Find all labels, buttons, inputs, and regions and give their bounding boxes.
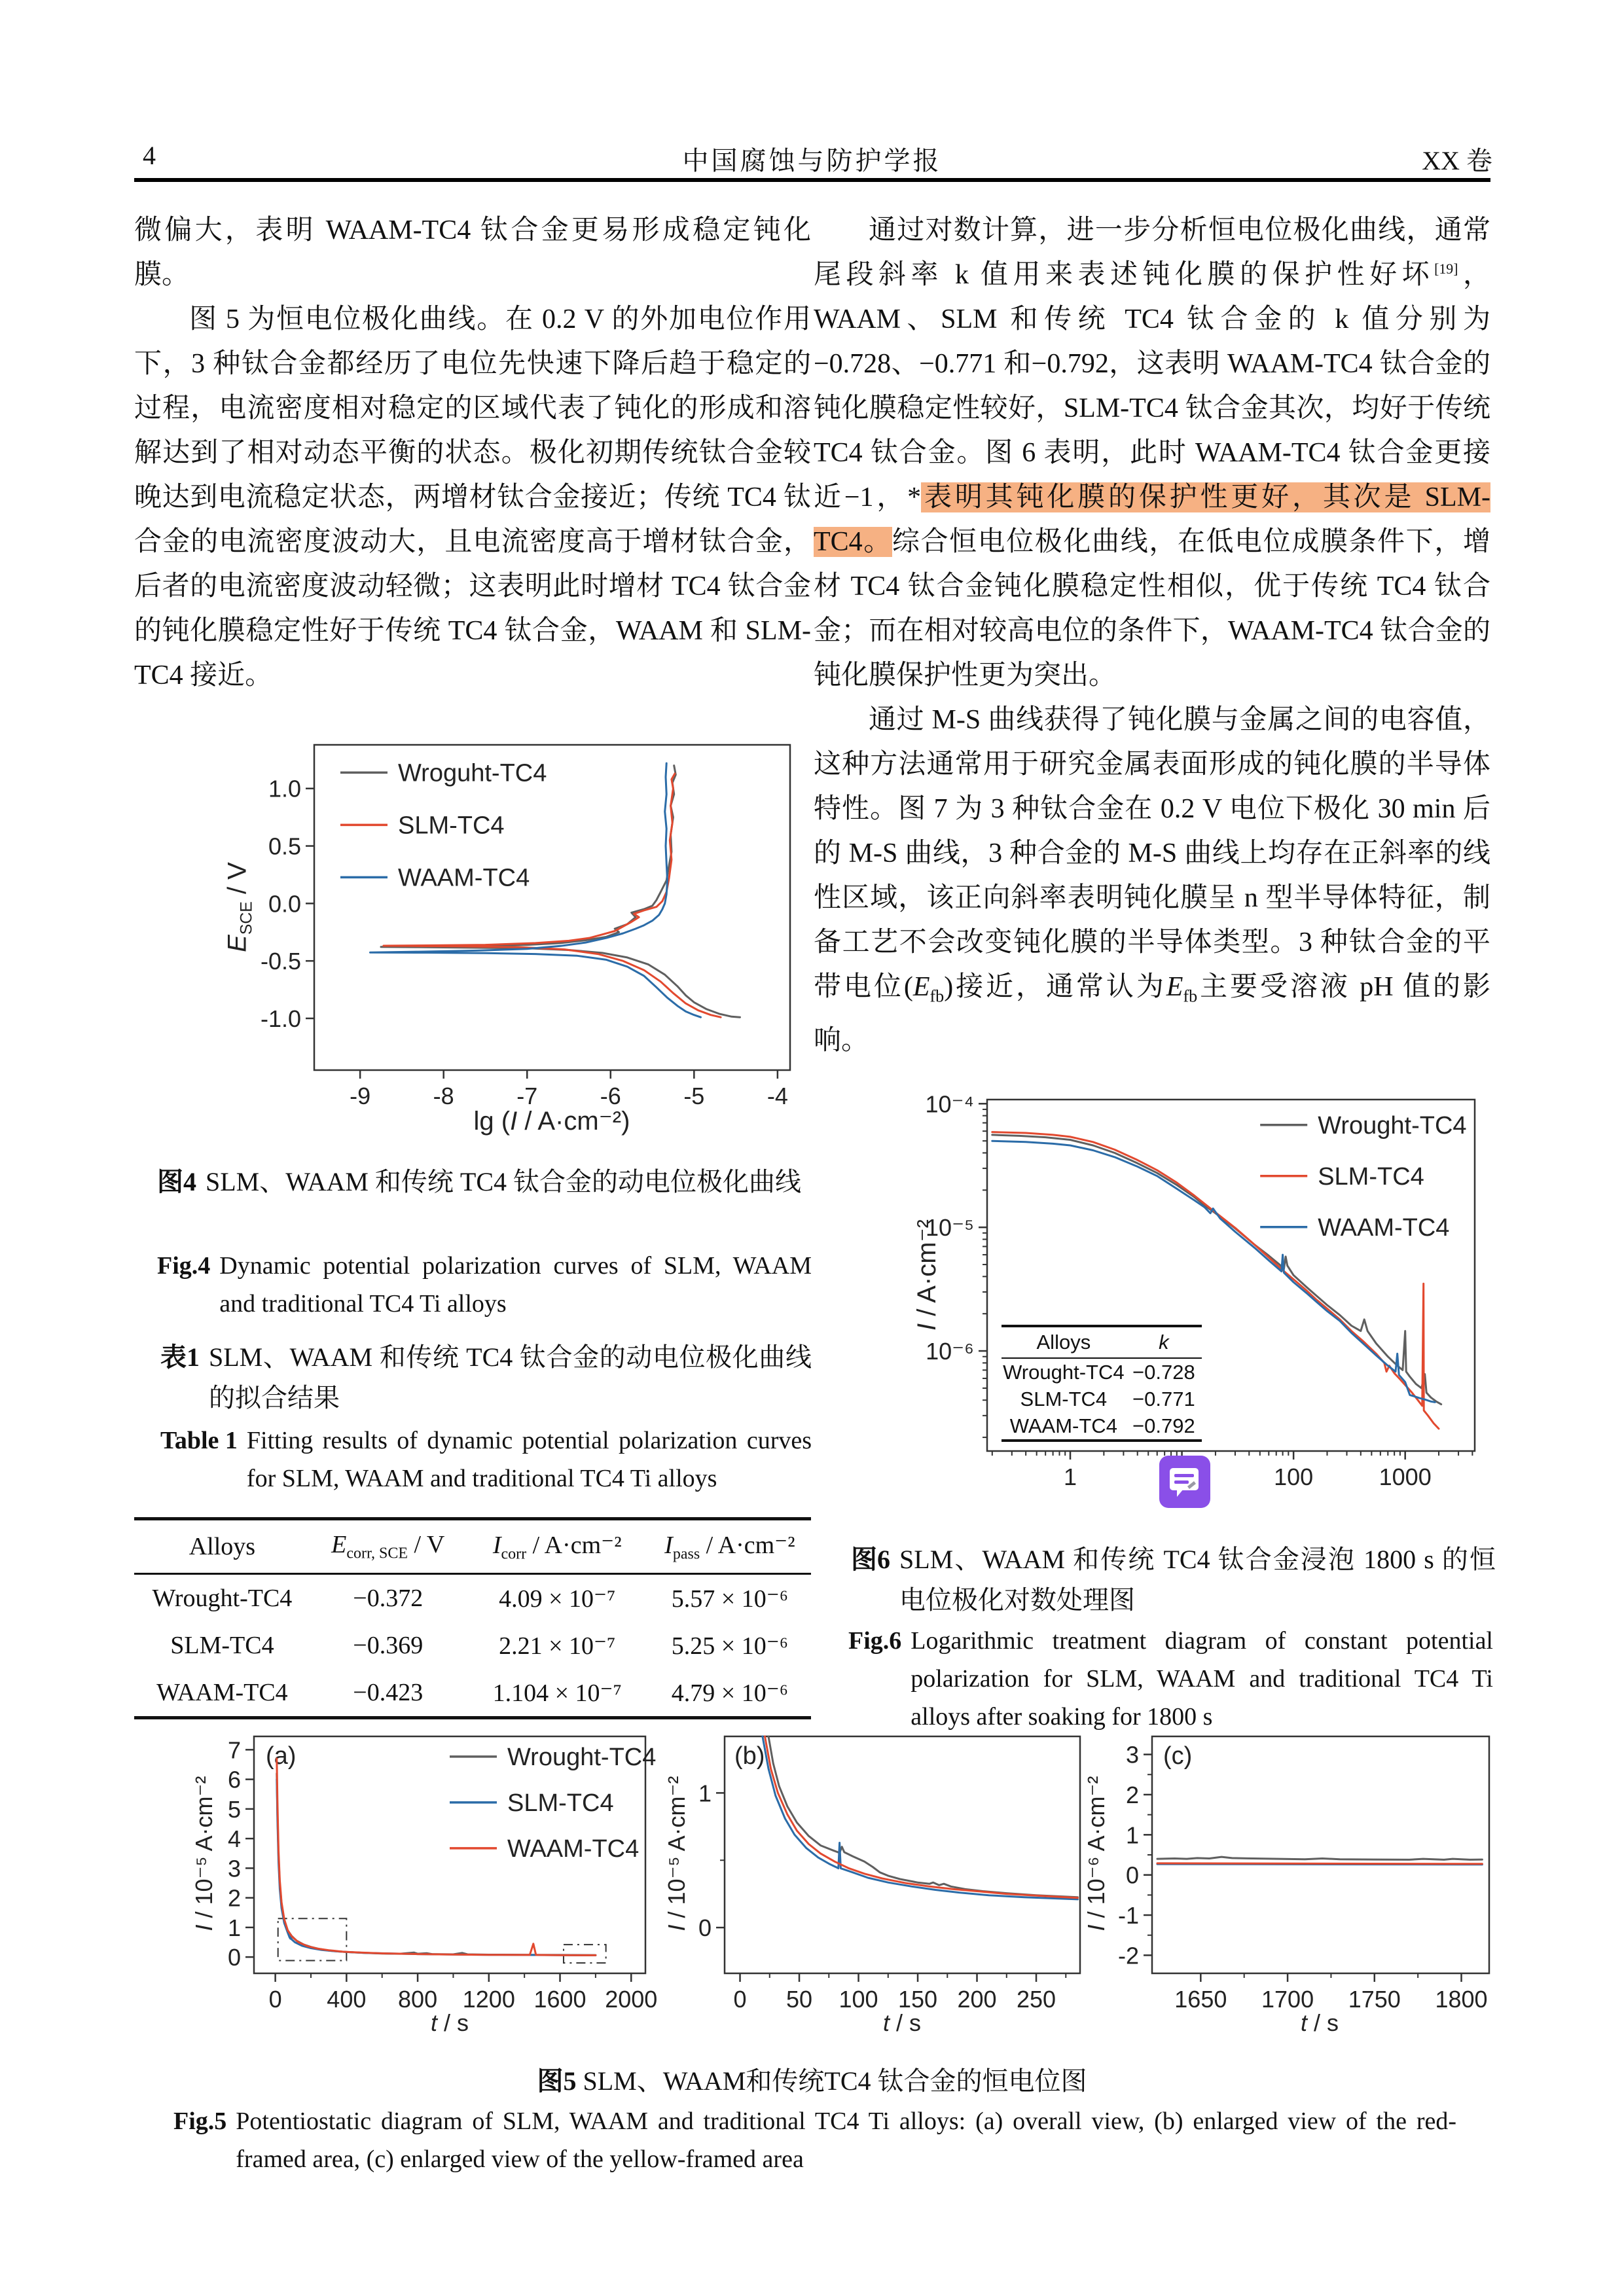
svg-text:0: 0 — [227, 1944, 241, 1971]
inset-row: WAAM-TC4 −0.792 — [1009, 1414, 1195, 1437]
svg-text:6: 6 — [227, 1766, 241, 1793]
text-segment: )接近，通常认为 — [944, 972, 1166, 1002]
inset-row: SLM-TC4 −0.771 — [1020, 1387, 1195, 1410]
text-segment: 通过 M-S 曲线获得了钝化膜与金属之间的电容值，这种方法通常用于研究金属表面形成的钝化膜的半导体特性。图 7 为 3 种钛合金在 0.2 V 电位下极化 30 min 后的 M-S 曲线，3 种合金的 M-S 曲线上均存在正斜率的线性区域，该正向斜率表明钝化膜呈 n 型半导体特征，制备工艺不会改变钝化膜的半导体类型。3 种钛合金的平带电位( — [814, 705, 1490, 1002]
paragraph — [814, 208, 1490, 698]
column-header: $I_{corr} / A\cdot cm^{-2}$ — [492, 1531, 622, 1563]
svg-text:10⁻⁵: 10⁻⁵ — [926, 1214, 974, 1242]
fig5c-y-axis-label: I / 10⁻⁶ A·cm⁻² — [1083, 1776, 1110, 1931]
figure4-polarization-chart — [216, 719, 808, 1147]
cell: 2.21 × 10⁻⁷ — [499, 1632, 616, 1660]
svg-text:0.0: 0.0 — [268, 890, 301, 918]
table-row — [134, 1669, 811, 1716]
table-row — [134, 1622, 811, 1669]
svg-text:Wrought-TC4: Wrought-TC4 — [1318, 1111, 1467, 1139]
svg-text:200: 200 — [957, 1986, 997, 2013]
cell: 5.25 × 10⁻⁶ — [671, 1632, 789, 1660]
fig4-caption-en: Fig.4 Dynamic potential polarization curves of SLM, WAAM and traditional TC4 Ti alloys — [157, 1252, 812, 1318]
inset-row: Wrought-TC4 −0.728 — [1003, 1360, 1195, 1384]
svg-text:400: 400 — [327, 1986, 367, 2013]
svg-text:2: 2 — [1125, 1781, 1139, 1808]
left-column — [134, 208, 811, 698]
paragraph: 图 5 为恒电位极化曲线。在 0.2 V 的外加电位作用下，3 种钛合金都经历了电位先快速下降后趋于稳定的过程，电流密度相对稳定的区域代表了钝化的形成和溶解达到了相对动态平衡的状态。极化初期传统钛合金较晚达到电流稳定状态，两增材钛合金接近；传统 TC4 钛合金的电流密度波动大，且电流密度高于增材钛合金，后者的电流密度波动轻微；这表明此时增材 TC4 钛合金的钝化膜稳定性好于传统 TC4 钛合金，WAAM 和 SLM-TC4 接近。 — [134, 304, 811, 691]
text-segment: 综合恒电位极化曲线，在低电位成膜条件下，增材 TC4 钛合金钝化膜稳定性相似，优于传统 TC4 钛合金；而在相对较高电位的条件下，WAAM-TC4 钛合金的钝化膜保护性更为突出。 — [814, 527, 1490, 691]
cell: 5.57 × 10⁻⁶ — [671, 1585, 789, 1613]
citation-ref: [19] — [1434, 261, 1458, 277]
cell: SLM-TC4 — [170, 1632, 274, 1659]
cell: 4.79 × 10⁻⁶ — [671, 1679, 789, 1707]
fig5-caption-cn: 图5 SLM、WAAM和传统TC4 钛合金的恒电位图 — [537, 2066, 1087, 2096]
svg-text:-0.5: -0.5 — [260, 948, 301, 975]
svg-text:1600: 1600 — [533, 1986, 586, 2013]
column-header: $I_{pass} / A\cdot cm^{-2}$ — [664, 1531, 795, 1563]
svg-text:10⁻⁴: 10⁻⁴ — [925, 1090, 974, 1118]
highlight-text: 表明其钝化膜的保护性更好，其次是 SLM-TC4。 — [814, 482, 1490, 557]
svg-text:150: 150 — [897, 1986, 938, 2013]
svg-text:250: 250 — [1016, 1986, 1056, 2013]
figure5b-chart — [663, 1713, 1088, 2045]
header-rule — [134, 178, 1490, 182]
svg-text:50: 50 — [786, 1986, 813, 2013]
svg-text:-7: -7 — [516, 1083, 538, 1109]
svg-text:-2: -2 — [1117, 1942, 1139, 1969]
inset-header: Alloys k — [1001, 1327, 1202, 1359]
text-segment: ，WAAM、SLM 和传统 TC4 钛合金的 k 值分别为−0.728、−0.771 和−0.792，这表明 WAAM-TC4 钛合金的钝化膜稳定性较好，SLM-TC4 钛合金其次，均好于传统 TC4 钛合金。图 6 表明，此时 WAAM-TC4 钛合金更接近−1，* — [814, 260, 1490, 512]
panel-label-c: (c) — [1163, 1742, 1193, 1770]
svg-text:-1.0: -1.0 — [260, 1005, 301, 1032]
fig6-caption-en: Fig.6 Logarithmic treatment diagram of constant potential polarization for SLM, WAAM and traditional TC4 Ti alloys after soaking for 1800 s — [848, 1627, 1493, 1731]
svg-text:7: 7 — [227, 1736, 241, 1764]
svg-text:1800: 1800 — [1435, 1986, 1488, 2013]
svg-text:100: 100 — [839, 1986, 878, 2013]
svg-text:1200: 1200 — [462, 1986, 515, 2013]
table-header-row — [134, 1520, 811, 1575]
fig5-caption-en: Fig.5 Potentiostatic diagram of SLM, WAAM and traditional TC4 Ti alloys: (a) overall view, (b) enlarged view of the red-framed area, (c) enlarged view of the yellow-framed area — [173, 2108, 1456, 2173]
svg-text:1000: 1000 — [1379, 1463, 1432, 1490]
fig6-caption-cn: 图6 SLM、WAAM 和传统 TC4 钛合金浸泡 1800 s 的恒电位极化对数处理图 — [851, 1545, 1496, 1615]
table1-caption-cn: 表1 SLM、WAAM 和传统 TC4 钛合金的动电位极化曲线的拟合结果 — [160, 1342, 812, 1412]
svg-text:0: 0 — [733, 1986, 747, 2013]
volume-label: XX 卷 — [1422, 146, 1492, 175]
page-number: 4 — [143, 141, 156, 170]
fig4-caption-cn: 图4 SLM、WAAM 和传统 TC4 钛合金的动电位极化曲线 — [157, 1167, 802, 1196]
svg-text:WAAM-TC4: WAAM-TC4 — [397, 864, 530, 892]
svg-text:1750: 1750 — [1348, 1986, 1401, 2013]
text-segment: 主要受溶液 pH 值的影响。 — [814, 972, 1490, 1056]
svg-text:WAAM-TC4: WAAM-TC4 — [507, 1835, 640, 1863]
panel-label-a: (a) — [266, 1742, 297, 1770]
cell: −0.423 — [353, 1679, 424, 1706]
svg-text:SLM-TC4: SLM-TC4 — [1318, 1162, 1424, 1191]
svg-text:1: 1 — [1125, 1821, 1139, 1849]
figure6-log-chart — [909, 1081, 1494, 1516]
svg-text:-8: -8 — [433, 1083, 454, 1109]
fig5c-x-axis-label: t / s — [1300, 2009, 1339, 2036]
right-column — [814, 208, 1490, 1063]
table-row — [134, 1575, 811, 1622]
svg-text:1650: 1650 — [1174, 1986, 1227, 2013]
fig5a-y-axis-label: I / 10⁻⁵ A·cm⁻² — [190, 1776, 217, 1931]
svg-text:0: 0 — [1125, 1861, 1139, 1889]
cell: WAAM-TC4 — [156, 1679, 288, 1706]
figure5a-chart — [189, 1713, 661, 2045]
column-header: $E_{corr, SCE}$ / V — [331, 1531, 445, 1562]
fig4-x-axis-label: lg (I / A·cm⁻²) — [473, 1107, 630, 1136]
svg-text:Wroguht-TC4: Wroguht-TC4 — [397, 759, 547, 787]
efb-symbol: E — [912, 972, 930, 1002]
svg-text:5: 5 — [227, 1795, 241, 1823]
svg-text:3: 3 — [1125, 1741, 1139, 1768]
svg-text:-5: -5 — [683, 1083, 705, 1109]
cell: −0.369 — [353, 1632, 424, 1659]
cell: 4.09 × 10⁻⁷ — [499, 1585, 616, 1613]
svg-text:4: 4 — [227, 1825, 241, 1853]
panel-label-b: (b) — [734, 1742, 765, 1770]
svg-text:SLM-TC4: SLM-TC4 — [507, 1789, 614, 1817]
paragraph: 微偏大，表明 WAAM-TC4 钛合金更易形成稳定钝化膜。 — [134, 215, 811, 290]
cell: 1.104 × 10⁻⁷ — [492, 1679, 622, 1707]
comment-annotation-icon[interactable] — [1159, 1456, 1210, 1508]
column-header: Alloys — [189, 1533, 256, 1560]
paragraph — [814, 698, 1490, 1063]
svg-text:-9: -9 — [350, 1083, 371, 1109]
text-segment: 通过对数计算，进一步分析恒电位极化曲线，通常尾段斜率 k 值用来表述钝化膜的保护性好坏 — [814, 215, 1490, 290]
journal-title: 中国腐蚀与防护学报 — [682, 146, 942, 175]
efb-subscript: fb — [1183, 986, 1198, 1006]
svg-text:WAAM-TC4: WAAM-TC4 — [1318, 1213, 1450, 1242]
svg-text:1.0: 1.0 — [268, 775, 301, 802]
svg-text:SLM-TC4: SLM-TC4 — [397, 812, 505, 840]
svg-text:1: 1 — [698, 1780, 712, 1807]
fig6-y-axis-label: I / A·cm⁻² — [912, 1219, 941, 1331]
table-1 — [134, 1517, 811, 1719]
figure5c-chart — [1083, 1713, 1497, 2045]
cell: −0.372 — [353, 1585, 424, 1612]
cell: Wrought-TC4 — [152, 1585, 293, 1612]
svg-text:1: 1 — [1064, 1463, 1077, 1490]
svg-text:Wrought-TC4: Wrought-TC4 — [507, 1743, 657, 1771]
svg-text:1: 1 — [227, 1914, 241, 1941]
svg-text:-6: -6 — [600, 1083, 621, 1109]
svg-text:10⁻⁶: 10⁻⁶ — [926, 1338, 974, 1365]
svg-text:1700: 1700 — [1261, 1986, 1314, 2013]
fig5b-x-axis-label: t / s — [882, 2009, 922, 2036]
svg-text:-1: -1 — [1117, 1902, 1139, 1929]
svg-text:800: 800 — [398, 1986, 438, 2013]
fig5b-y-axis-label: I / 10⁻⁵ A·cm⁻² — [663, 1776, 690, 1931]
svg-text:0.5: 0.5 — [268, 833, 301, 860]
svg-text:0: 0 — [698, 1914, 712, 1942]
svg-text:2: 2 — [227, 1884, 241, 1912]
efb-symbol: E — [1166, 972, 1183, 1002]
table1-caption-en: Table 1 Fitting results of dynamic potential polarization curves for SLM, WAAM and traditional TC4 Ti alloys — [160, 1427, 812, 1492]
svg-text:3: 3 — [227, 1855, 241, 1882]
svg-text:0: 0 — [268, 1986, 282, 2013]
fig4-y-axis-label: $E_{SCE}$ / V — [223, 862, 256, 952]
fig5a-x-axis-label: t / s — [430, 2009, 469, 2036]
efb-subscript: fb — [929, 986, 945, 1006]
svg-text:100: 100 — [1274, 1463, 1314, 1490]
svg-text:2000: 2000 — [605, 1986, 658, 2013]
svg-text:-4: -4 — [767, 1083, 788, 1109]
